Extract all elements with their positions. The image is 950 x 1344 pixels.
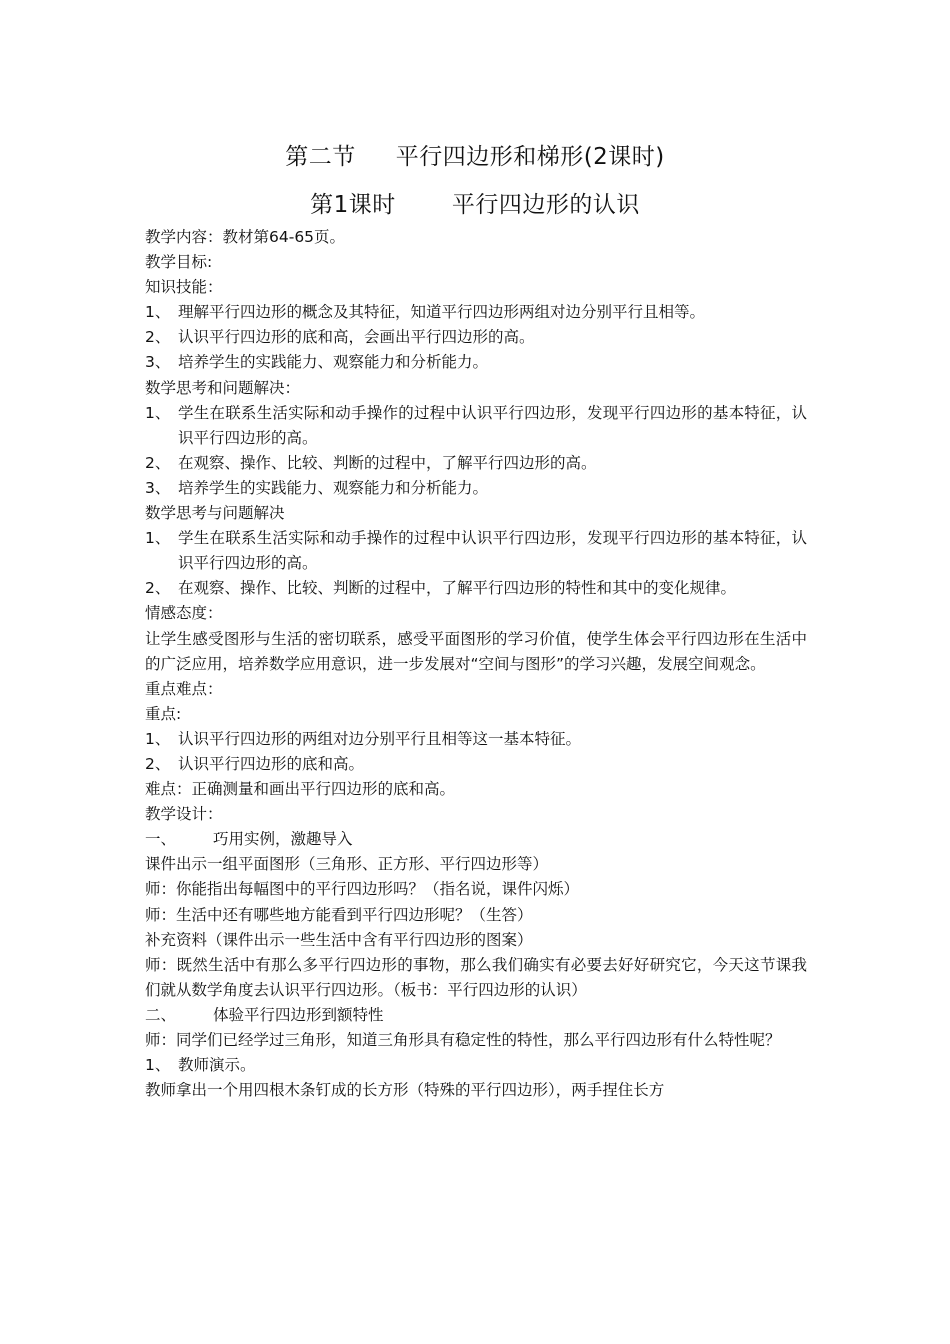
list-text: 培养学生的实践能力、观察能力和分析能力。 bbox=[178, 478, 489, 497]
list-text: 在观察、操作、比较、判断的过程中，了解平行四边形的高。 bbox=[178, 453, 597, 472]
list-item bbox=[145, 476, 807, 501]
heading-objectives: 教学目标: bbox=[145, 253, 213, 272]
lesson-name: 平行四边形的认识 bbox=[451, 192, 640, 218]
list-item bbox=[145, 1053, 807, 1078]
list-number: 1、 bbox=[145, 403, 171, 422]
paragraph: 师：同学们已经学过三角形，知道三角形具有稳定性的特性，那么平行四边形有什么特性呢？ bbox=[145, 1031, 781, 1049]
list-text: 认识平行四边形的两组对边分别平行且相等这一基本特征。 bbox=[178, 729, 582, 748]
list-text: 学生在联系生活实际和动手操作的过程中认识平行四边形，发现平行四边形的基本特征，认识平行四边形的高。 bbox=[178, 529, 807, 573]
list-text: 教师演示。 bbox=[178, 1056, 256, 1075]
list-item bbox=[145, 451, 807, 476]
list-text: 培养学生的实践能力、观察能力和分析能力。 bbox=[178, 353, 489, 372]
heading-knowledge-skills: 知识技能： bbox=[145, 278, 223, 297]
list-item bbox=[145, 350, 807, 375]
list-number: 1、 bbox=[145, 729, 171, 748]
list-number: 2、 bbox=[145, 754, 171, 773]
paragraph: 课件出示一组平面图形（三角形、正方形、平行四边形等） bbox=[145, 855, 549, 874]
section-heading-number: 二、 bbox=[145, 1005, 177, 1024]
list-text: 学生在联系生活实际和动手操作的过程中认识平行四边形，发现平行四边形的基本特征，认识平行四边形的高。 bbox=[178, 403, 807, 447]
section-heading-number: 一、 bbox=[145, 830, 177, 849]
paragraph: 教师拿出一个用四根木条钉成的长方形（特殊的平行四边形），两手捏住长方 bbox=[145, 1081, 665, 1100]
paragraph: 师：既然生活中有那么多平行四边形的事物，那么我们确实有必要去好好研究它，今天这节课我们就从数学角度去认识平行四边形。（板书：平行四边形的认识） bbox=[145, 955, 807, 999]
heading-attitude: 情感态度： bbox=[145, 604, 223, 623]
section-heading bbox=[145, 827, 807, 852]
document-body bbox=[145, 225, 807, 1103]
list-number: 3、 bbox=[145, 478, 171, 497]
heading-design: 教学设计： bbox=[145, 805, 223, 824]
list-item bbox=[145, 300, 807, 325]
lesson-title bbox=[0, 186, 950, 219]
list-item bbox=[145, 401, 807, 451]
section-name: 平行四边形和梯形(2课时) bbox=[395, 144, 665, 170]
heading-math-thinking: 数学思考和问题解决： bbox=[145, 378, 301, 397]
section-heading-text: 体验平行四边形到额特性 bbox=[213, 1005, 384, 1024]
difficulty-paragraph: 难点：正确测量和画出平行四边形的底和高。 bbox=[145, 780, 456, 799]
paragraph: 师：生活中还有哪些地方能看到平行四边形呢？（生答） bbox=[145, 905, 533, 924]
list-text: 在观察、操作、比较、判断的过程中，了解平行四边形的特性和其中的变化规律。 bbox=[178, 579, 737, 598]
section-heading bbox=[145, 1003, 807, 1028]
section-number: 第二节 bbox=[285, 144, 356, 170]
heading-math-thinking-2: 数学思考与问题解决 bbox=[145, 504, 285, 523]
list-item bbox=[145, 727, 807, 752]
section-heading-text: 巧用实例，激趣导入 bbox=[213, 830, 353, 849]
list-number: 1、 bbox=[145, 303, 171, 322]
list-text: 理解平行四边形的概念及其特征，知道平行四边形两组对边分别平行且相等。 bbox=[178, 303, 706, 322]
heading-key-points: 重点难点： bbox=[145, 679, 223, 698]
list-number: 1、 bbox=[145, 529, 171, 548]
list-item bbox=[145, 752, 807, 777]
lesson-number: 第1课时 bbox=[310, 192, 396, 218]
list-number: 3、 bbox=[145, 353, 171, 372]
list-item bbox=[145, 576, 807, 601]
list-item bbox=[145, 526, 807, 576]
list-number: 1、 bbox=[145, 1056, 171, 1075]
list-text: 认识平行四边形的底和高。 bbox=[178, 754, 365, 773]
list-number: 2、 bbox=[145, 453, 171, 472]
paragraph: 补充资料（课件出示一些生活中含有平行四边形的图案） bbox=[145, 930, 533, 949]
section-title bbox=[0, 138, 950, 171]
list-text: 认识平行四边形的底和高，会画出平行四边形的高。 bbox=[178, 328, 535, 347]
heading-focus: 重点: bbox=[145, 704, 182, 723]
teaching-content: 教学内容：教材第64-65页。 bbox=[145, 228, 346, 246]
attitude-paragraph: 让学生感受图形与生活的密切联系，感受平面图形的学习价值，使学生体会平行四边形在生活中的广泛应用，培养数学应用意识，进一步发展对“空间与图形”的学习兴趣，发展空间观念。 bbox=[145, 629, 807, 673]
list-item bbox=[145, 325, 807, 350]
list-number: 2、 bbox=[145, 328, 171, 347]
list-number: 2、 bbox=[145, 579, 171, 598]
paragraph: 师：你能指出每幅图中的平行四边形吗？（指名说，课件闪烁） bbox=[145, 880, 580, 899]
